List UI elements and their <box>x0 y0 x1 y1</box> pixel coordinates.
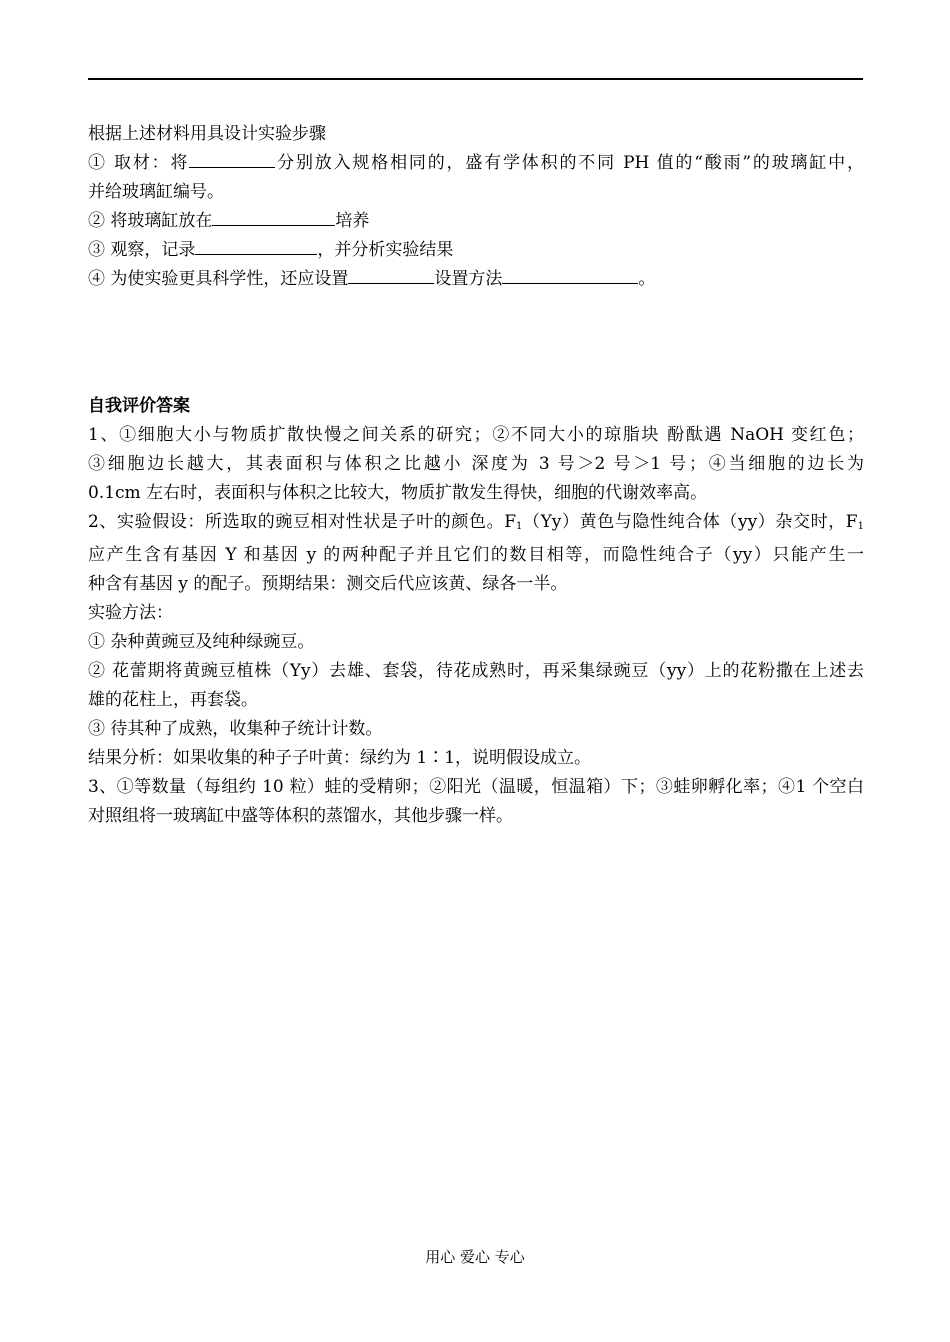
step-4-line <box>88 265 864 294</box>
result-analysis: 结果分析：如果收集的种子子叶黄：绿约为 1∶1，说明假设成立。 <box>88 748 592 768</box>
answer-2-line-1 <box>88 508 864 541</box>
answer-3-line-2: 对照组将一玻璃缸中盛等体积的蒸馏水，其他步骤一样。 <box>88 806 513 826</box>
step-2-prefix: ② 将玻璃缸放在 <box>88 211 213 231</box>
step-1-continuation: 并给玻璃缸编号。 <box>88 182 224 202</box>
step-4-blank-a[interactable] <box>348 265 434 284</box>
answer-2-line-2: 应产生含有基因 Y 和基因 y 的两种配子并且它们的数目相等，而隐性纯合子（yy）只能产生一 <box>88 545 864 565</box>
step-2-line <box>88 207 864 236</box>
answer-2-line-1-a: 2、实验假设：所选取的豌豆相对性状是子叶的颜色。F <box>88 512 516 532</box>
method-3: ③ 待其种了成熟，收集种子统计计数。 <box>88 719 383 739</box>
step-3-blank[interactable] <box>195 236 317 255</box>
method-1: ① 杂种黄豌豆及纯种绿豌豆。 <box>88 632 315 652</box>
step-4-prefix: ④ 为使实验更具科学性，还应设置 <box>88 269 349 289</box>
method-2-line-2: 雄的花柱上，再套袋。 <box>88 690 258 710</box>
page-footer: 用心 爱心 专心 <box>425 1248 525 1266</box>
subscript-f1-b: 1 <box>857 521 864 532</box>
step-4-middle: 设置方法 <box>434 269 503 289</box>
step-1-suffix: 分别放入规格相同的，盛有学体积的不同 PH 值的“酸雨”的玻璃缸中， <box>275 153 864 173</box>
steps-intro: 根据上述材料用具设计实验步骤 <box>88 124 326 144</box>
step-4-blank-b[interactable] <box>502 265 638 284</box>
answer-3-line-1: 3、①等数量（每组约 10 粒）蛙的受精卵；②阳光（温暖，恒温箱）下；③蛙卵孵化率；④1 个空白 <box>88 777 864 797</box>
step-2-blank[interactable] <box>212 207 335 226</box>
step-3-suffix: ，并分析实验结果 <box>317 240 454 260</box>
answers-heading: 自我评价答案 <box>88 396 190 416</box>
step-1-line <box>88 149 864 178</box>
answer-1-line-2: ③细胞边长越大，其表面积与体积之比越小 深度为 3 号＞2 号＞1 号；④当细胞的边长为 <box>88 454 864 474</box>
answer-2-line-3: 种含有基因 y 的配子。预期结果：测交后代应该黄、绿各一半。 <box>88 574 568 594</box>
method-heading: 实验方法： <box>88 603 173 623</box>
step-1-blank[interactable] <box>189 149 275 168</box>
document-body <box>88 120 864 831</box>
step-2-suffix: 培养 <box>335 211 370 231</box>
answer-1-line-3: 0.1cm 左右时，表面积与体积之比较大，物质扩散发生得快，细胞的代谢效率高。 <box>88 483 708 503</box>
header-rule <box>88 78 863 80</box>
method-2-line-1: ② 花蕾期将黄豌豆植株（Yy）去雄、套袋，待花成熟时，再采集绿豌豆（yy）上的花粉撒在上述去 <box>88 661 864 681</box>
answer-2-line-1-b: （Yy）黄色与隐性纯合体（yy）杂交时，F <box>522 512 858 532</box>
subscript-f1-a: 1 <box>516 521 523 532</box>
step-4-suffix: 。 <box>638 269 656 289</box>
step-3-prefix: ③ 观察，记录 <box>88 240 196 260</box>
step-1-prefix: ① 取材：将 <box>88 153 190 173</box>
section-spacer <box>88 294 864 392</box>
step-3-line <box>88 236 864 265</box>
answer-1-line-1: 1、①细胞大小与物质扩散快慢之间关系的研究；②不同大小的琼脂块 酚酞遇 NaOH 变红色； <box>88 425 864 445</box>
